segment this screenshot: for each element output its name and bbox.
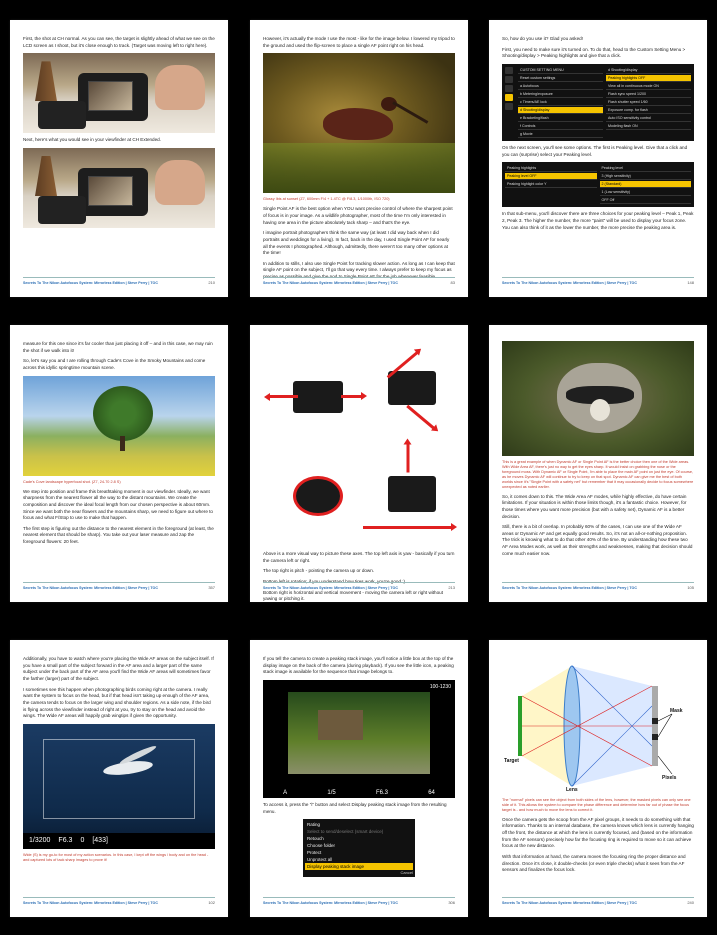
menu-label: Flash shutter speed [608,99,640,104]
page-8-para-2: To access it, press the "i" button and select Display peaking stack image from the resulting menu. [263,801,447,814]
i-menu-item: Choose folder [307,843,336,849]
page-7-para-1: Additionally, you have to watch where you're placing the Wide AF areas on the subject itself. If you have a small part of the subject forward in the AF area and a larger part of the same subject under the back part of the AF area you'll find the Wide AF areas will sometimes favor the farther (larger) part of the subject. [23,656,214,681]
page-4[interactable] [10,325,228,602]
footer-link[interactable]: Secrets To The Nikon Autofocus System: Mirrorless Edition | Steve Perry | TOC [263,901,398,905]
i-menu-item: Protect [307,850,322,856]
footer-link[interactable]: Secrets To The Nikon Autofocus System: Mirrorless Edition | Steve Perry | TOC [23,586,158,590]
page-6[interactable] [489,325,707,602]
menu-item: CUSTOM SETTING MENU [518,67,603,74]
menu-item: Exposure comp. for flash [606,107,691,114]
menu-item: a Autofocus [518,83,603,90]
page-5-para-2: The top right is pitch - pointing the camera up or down. [263,568,375,574]
page-number: 213 [448,585,455,590]
pitch-arrow-down [406,405,436,430]
exposure-comp: 0 [80,837,85,845]
page-9-para-2: With that information at hand, the camera moves the focusing ring the proper distance and direction. Once it's close, it double-checks (or even triple checks) what it sees from the AF sensors and finalizes the focus lock. [502,854,686,873]
camera-translation-icon [388,476,436,512]
playback-lcd-screen [263,680,455,798]
page-5-para-1: Above is a more visual way to picture these axes. The top left axis is yaw - basically if you turn the camera left or right. [263,551,455,563]
menu-label: View all in continuous mode [608,83,653,88]
footer-link[interactable]: Secrets To The Nikon Autofocus System: Mirrorless Edition | Steve Perry | TOC [23,281,158,285]
photo-caption: This is a great example of when Dynamic AF or Single Point AF is the better choice then one of the Wide areas. With Wide Area AF, there's just no way to get the eyes sharp. It would insist on grabbing the nose or the foreground moss. With Dynamic AF or Single Point, I'm able to place the main AF point on just the eye. Of course, as he moves Dynamic AF will continue to try to keep on that spot. Dynamic AF can give me the best of both worlds since it's "Single Point with a safety net" but remember that it may occasionally decide to focus somewhere unexpected as noted earlier. [502,460,694,489]
menu-value: ON [632,123,638,128]
page-4-para-2: So, let's say you and I are rolling through Cade's Cove in the Smoky Mountains and come across this idyllic springtime mountain scene. [23,358,206,370]
menu-item [606,83,691,90]
camera-viewfinder-photo [23,148,215,228]
page-footer [23,277,215,285]
page-2-para-3: I imagine portrait photographers think the same way (at least I did way back when I did portraits and weddings for a living). In fact, back in the day, I used Single Point AF for nearly all the events I photographed. Although, admittedly, there weren't too many other options at the time! [263,230,450,256]
menu-item: Auto ISO sensitivity control [606,115,691,122]
vertical-arrow [407,443,410,473]
folder-counter: 100-1230 [429,683,451,690]
camera-rotation-icon [293,476,343,516]
page-3-para-1: So, how do you use it? Glad you asked! [502,36,583,41]
photo-caption: Cade's Cove landscape hyperfocal shot. (Z7, 24-70 2.8 S) [23,479,121,484]
page-3-para-3: On the next screen, you'll see some options. The first is Peaking level. Give that a click and you can (surprise) select your Peaking level. [502,144,688,157]
cades-cove-landscape-photo [23,376,215,476]
menu-value: OFF [638,75,646,80]
raccoon-photo [502,341,694,456]
menu-label: Peaking highlights [608,75,638,80]
page-8[interactable] [250,640,468,917]
footer-link[interactable]: Secrets To The Nikon Autofocus System: Mirrorless Edition | Steve Perry | TOC [502,586,637,590]
target-label: Target [504,758,519,764]
page-5-para-4: Bottom right is horizontal and vertical movement - moving the camera left or right without yawing or pitching it. [263,589,443,602]
page-3-para-4: In that sub-menu, you'll discover there are three choices for your peaking level – Peak 1, Peak 2, Peak 3. The higher the number, the more "paint" will be used to display your focus zone. You can also think of it as the lower the number, the more precise the peaking area is. [502,211,694,230]
photo-caption: Wide (S) is my go-to for most of my action scenarios. In this case, I kept off the wings / body and on the head - and captured lots of tack sharp images to prove it! [23,852,209,862]
glossy-ibis-photo [263,53,455,193]
footer-link[interactable]: Secrets To The Nikon Autofocus System: Mirrorless Edition | Steve Perry | TOC [263,586,398,590]
page-8-para-1: If you tell the camera to create a peaking stack image, you'll notice a little box at the top of the display image on the back of the camera (during playback). If you see the little icon, a peaking stack image is available for the sequence that image belongs to. [263,656,454,675]
menu-value: ON [653,83,659,88]
menu-item: g Movie [518,131,603,138]
page-footer [502,897,694,905]
aperture: F6.3 [58,837,73,845]
aperture: F6.3 [375,789,388,796]
lens-label: Lens [566,787,578,793]
page-4-para-3: We step into position and frame this breathtaking moment in our viewfinder. Ideally, we want sharpness from the nearest flower all the way to the distant mountains. We create the composition and discover the ideal focal length from our chosen perspective is about 60mm. Since we want both the near flowers and the mountains sharp, we need to figure out where to focus and what F/Stop to use to make that happen. [23,488,213,521]
menu-item: d Shooting/display [606,67,691,74]
page-footer [263,277,455,285]
menu-item: e Bracketing/flash [518,115,603,122]
page-2-para-4: In addition to stills, I also use Single Point for tracking slower action. As long as I can keep that single AF point on the subject, I'll go that way every time. I always prefer to keep my focus as precise as possible and give the nod to Single Point AF for the job whenever feasible. [263,260,455,280]
page-1-para-1: First, the shot at CH normal. As you can see, the target is slightly ahead of what we see on the LCD screen as I shoot, but it's close enough to track. (Target was moving left to right here). [23,36,215,48]
page-1-para-2: Next, here's what you would see in your viewfinder at CH Extended. [23,137,161,143]
camera-pitch-icon [388,371,436,405]
page-1[interactable] [10,20,228,297]
page-number: 240 [687,900,694,905]
horizontal-arrow [363,526,453,529]
camera-lcd-photo [23,53,215,133]
menu-item: f Controls [518,123,603,130]
page-number: 357 [208,585,215,590]
shots-remaining: [433] [92,837,108,845]
menu-item [606,91,691,98]
yaw-arrow-right [341,395,363,398]
page-footer [502,582,694,590]
menu-value: 1/200 [636,91,646,96]
menu-item: OFF Off [600,197,692,204]
cancel-hint: Cancel [400,870,413,876]
page-5[interactable] [250,325,468,602]
menu-item: Peaking highlights [505,165,597,172]
page-2[interactable] [250,20,468,297]
page-2-para-2: Single Point AF is the best option when YOU want precise control of where the sharpest point of focus is in your image. As a wildlife photographer, most of the time I'm only interested in having one area in the picture absolutely tack sharp – and that's the eye. [263,206,453,225]
footer-link[interactable]: Secrets To The Nikon Autofocus System: Mirrorless Edition | Steve Perry | TOC [263,281,398,285]
i-menu-item: Unprotect all [307,857,333,863]
menu-item-selected [606,75,691,82]
page-2-para-1: However, it's actually the mode I use the most - like for the image below. I lowered my tripod to the ground and used the flip-screen to place a single AF point right on his head. [263,36,455,48]
menu-item: 1 (Low sensitivity) [600,189,692,196]
footer-link[interactable]: Secrets To The Nikon Autofocus System: Mirrorless Edition | Steve Perry | TOC [502,281,637,285]
page-9[interactable] [489,640,707,917]
page-4-para-4: The first step is figuring out the distance to the nearest element in the foreground (at least, the nearest element that should be sharp). You take out your laser measure and zap the foreground flowers: 20 feet. [23,525,214,545]
footer-link[interactable]: Secrets To The Nikon Autofocus System: Mirrorless Edition | Steve Perry | TOC [502,901,637,905]
i-menu-item: Select to send/deselect (smart device) [307,829,384,835]
menu-item [606,123,691,130]
custom-setting-menu-screens [502,64,694,141]
menu-item [505,181,597,188]
menu-item: b Metering/exposure [518,91,603,98]
page-footer [502,277,694,285]
pixels-label: Pixels [662,775,677,781]
exposure-readout [23,833,215,849]
i-menu-item-selected: Display peaking stack image [305,863,413,870]
page-7-para-2: I sometimes see this happen when photographing birds coming right at the camera. I really want the system to focus on the head, but if that head isn't taking up enough of the AF area, the camera tends to focus on the larger wing and shoulder regions. As a side note, if the bird is flying across the viewfinder instead of right at you, try to stay on the head and avoid the wings. The Wide AF areas will happily grab wingtips if given the opportunity. [23,686,211,719]
menu-label: Peaking highlight color [507,182,544,187]
page-footer [263,897,455,905]
page-number: 306 [448,900,455,905]
phase-detect-diagram [502,656,694,796]
i-menu-item: Retouch [307,836,324,842]
menu-item-selected: d Shooting/display [518,107,603,114]
shutter-speed: 1/5 [327,789,336,796]
menu-value: Y [544,182,547,187]
page-7[interactable] [10,640,228,917]
page-9-para-1: Once the camera gets the scoop from the AF pixel groups, it needs to do something with that information. Thanks to an internal database, the camera knows which lens is currently hanging off the front, the distance at which the lens is currently focused, and (based on the information from the AF sensors) precisely how far the focusing ring is required to move so it can achieve focus at the new distance. [502,816,694,849]
menu-item: 3 (High sensitivity) [600,173,692,180]
page-3-para-2: First, you need to make sure it's turned on. To do that, head to the Custom Setting Menu > Shooting/display > Peaking highlights and give that a click. [502,46,686,59]
menu-item [606,99,691,106]
menu-label: Modeling flash [608,123,632,128]
tern-in-flight-photo [23,724,215,849]
menu-item-selected: 2 (Standard) [600,181,692,188]
page-number: 210 [208,280,215,285]
yaw-arrow-left [268,395,298,398]
page-number: 83 [450,280,455,285]
page-number: 102 [208,900,215,905]
page-footer [263,582,455,590]
page-4-para-1: measure for this one since it's far cooler than just placing it off – and in this case, we may ruin the shot if we walk into it! [23,341,213,353]
camera-yaw-icon [293,381,343,413]
page-footer [23,582,215,590]
menu-value: OFF [529,174,537,179]
menu-label: Peaking level [507,174,529,179]
mask-label: Mask [670,708,683,714]
photo-caption: Glossy Ibis at sunset (Z7, 600mm F/4 + 1.4TC @ F/8.3, 1/1000th, ISO 720) [263,197,390,202]
page-3[interactable] [489,20,707,297]
menu-value: 1/60 [640,99,648,104]
page-number: 148 [687,280,694,285]
menu-item: c Timers/AE lock [518,99,603,106]
diagram-caption: The "normal" pixels can see the object from both sides of the lens, however, the masked pixels can only see one side of it. This allows the system to compare the phase difference and determine how far out of phase the focus target is - and how much to move the lens to correct it. [502,798,691,812]
page-6-para-2: Still, there is a bit of overlap. In probably 60% of the cases, I can use one of the Wide AF areas or Dynamic AF and get equally good results. So, it's not an all-or-nothing proposition. The trick is knowing what to do that other 40% of the time. By understanding how these two AF Area Modes work, as well as their strengths and weaknesses, making that decision should come much easier now. [502,524,693,556]
peaking-level-screens [502,162,694,207]
i-menu-item: Rating [307,822,321,828]
iso: 64 [428,789,435,796]
page-6-para-1: So, it comes down to this. The Wide Area AF modes, while highly effective, do have certain limitations. If your situation is within those limits though, it's a fantastic choice. However, for those times where you want more precision (but with a safety net), Dynamic AF is a better decision. [502,493,687,519]
page-5-para-3: Bottom left is rotation; if you understand how tires work, you're good :). [263,578,407,584]
shutter-speed: 1/3200 [29,837,51,845]
menu-item: Peaking level [600,165,692,172]
i-menu [303,819,415,877]
mode-indicator: A [283,789,288,796]
menu-label: Flash sync speed [608,91,636,96]
camera-axes-diagram [263,341,455,551]
footer-link[interactable]: Secrets To The Nikon Autofocus System: Mirrorless Edition | Steve Perry | TOC [23,901,158,905]
page-number: 105 [687,585,694,590]
menu-item: Reset custom settings [518,75,603,82]
menu-item-selected [505,173,597,180]
page-footer [23,897,215,905]
